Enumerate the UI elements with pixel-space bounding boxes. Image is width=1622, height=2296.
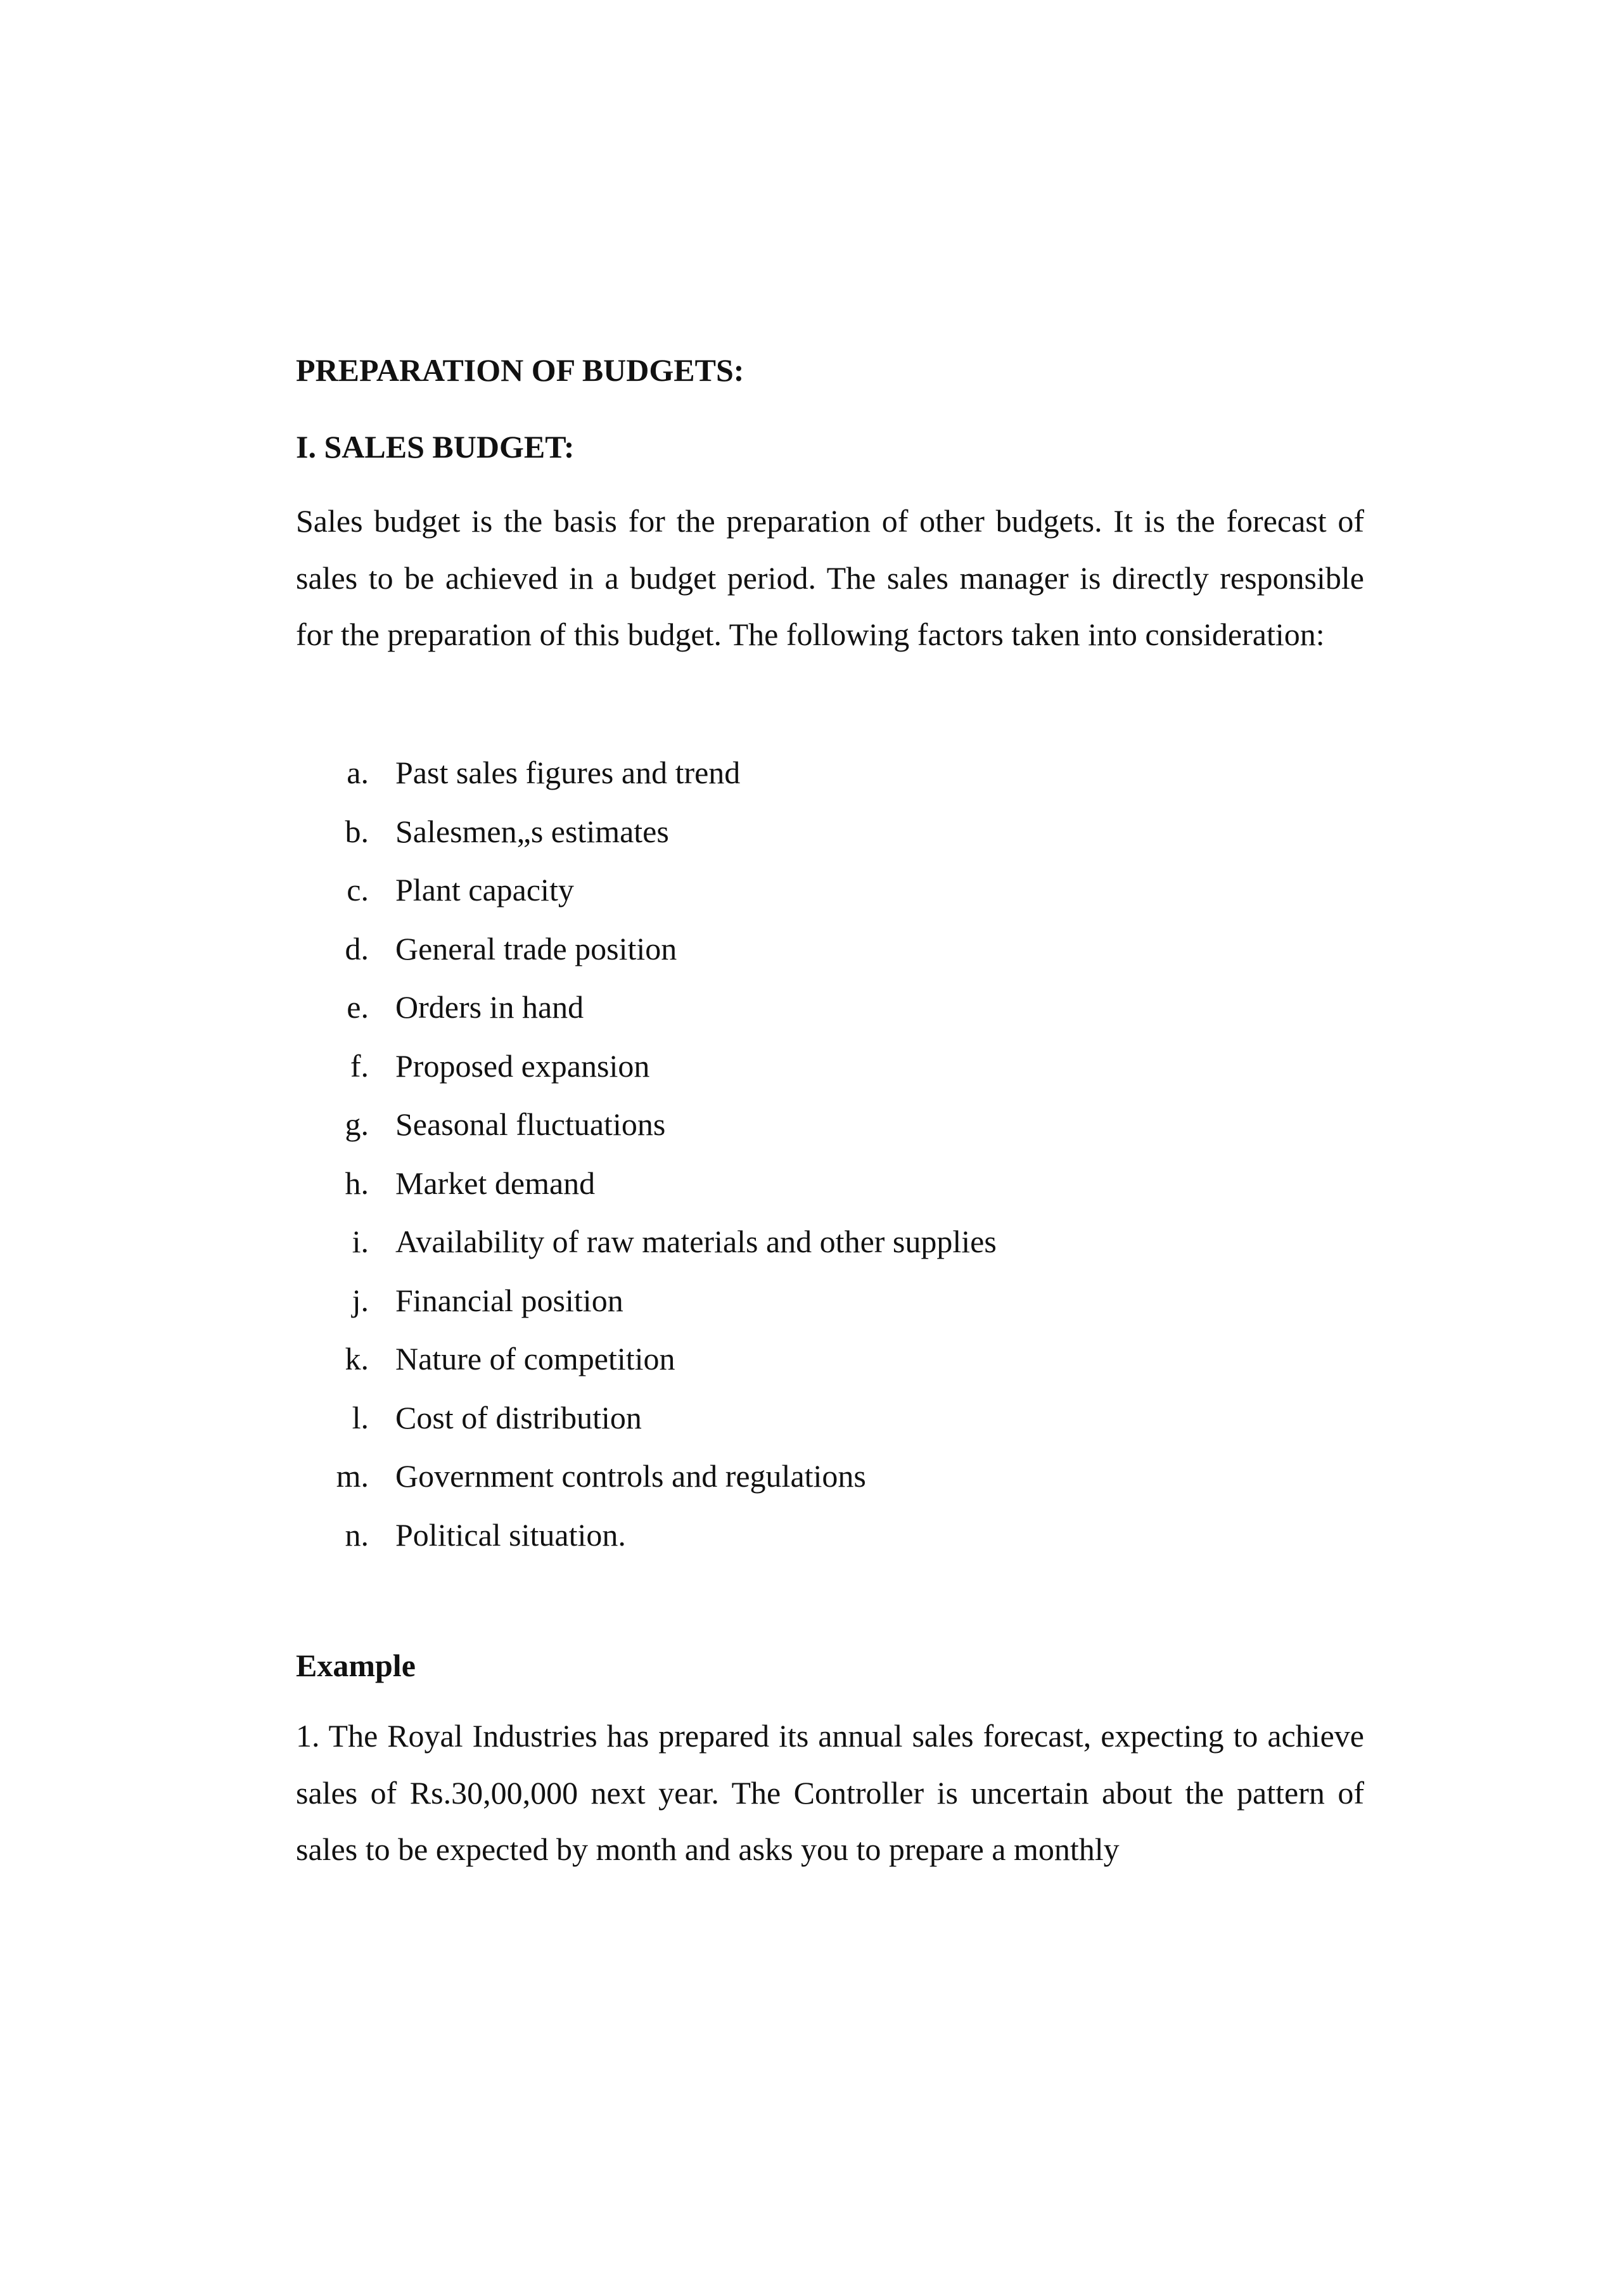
- list-item-text: Proposed expansion: [395, 1048, 650, 1084]
- list-item-text: Seasonal fluctuations: [395, 1106, 666, 1142]
- list-marker: c.: [347, 872, 369, 907]
- list-item-text: General trade position: [395, 930, 677, 966]
- list-item-text: Orders in hand: [395, 989, 584, 1025]
- list-marker: h.: [345, 1165, 369, 1201]
- list-marker: i.: [352, 1224, 369, 1259]
- list-marker: k.: [345, 1341, 369, 1376]
- intro-paragraph: Sales budget is the basis for the preparation of other budgets. It is the forecast of sales to be achieved in a budget period. The sales manager is directly responsible for the preparation of this budget. The following factors taken into consideration:: [296, 503, 1364, 652]
- list-item-text: Nature of competition: [395, 1341, 675, 1376]
- list-marker: d.: [345, 930, 369, 966]
- list-marker: m.: [336, 1458, 369, 1494]
- list-marker: n.: [345, 1517, 369, 1553]
- list-item-text: Cost of distribution: [395, 1399, 642, 1435]
- example-paragraph: 1. The Royal Industries has prepared its annual sales forecast, expecting to achieve sales of Rs.30,00,000 next year. The Controller is uncertain about the pattern of sales to be expected by month and asks you to prepare a monthly: [296, 1718, 1364, 1867]
- list-marker: g.: [345, 1106, 369, 1142]
- section-heading: I. SALES BUDGET:: [296, 429, 575, 465]
- list-item-text: Market demand: [395, 1165, 596, 1201]
- list-marker: a.: [347, 755, 369, 790]
- list-marker: f.: [350, 1048, 369, 1084]
- list-item-text: Political situation.: [395, 1517, 626, 1553]
- list-marker: j.: [352, 1282, 369, 1318]
- list-item-text: Past sales figures and trend: [395, 755, 741, 790]
- list-item-text: Plant capacity: [395, 872, 574, 907]
- list-item-text: Salesmen„s estimates: [395, 813, 669, 849]
- list-marker: b.: [345, 813, 369, 849]
- list-item-text: Financial position: [395, 1282, 623, 1318]
- list-marker: e.: [347, 989, 369, 1025]
- list-marker: l.: [352, 1399, 369, 1435]
- list-item-text: Government controls and regulations: [395, 1458, 866, 1494]
- example-heading: Example: [296, 1648, 416, 1683]
- list-item-text: Availability of raw materials and other supplies: [395, 1224, 997, 1259]
- page-title: PREPARATION OF BUDGETS:: [296, 352, 744, 388]
